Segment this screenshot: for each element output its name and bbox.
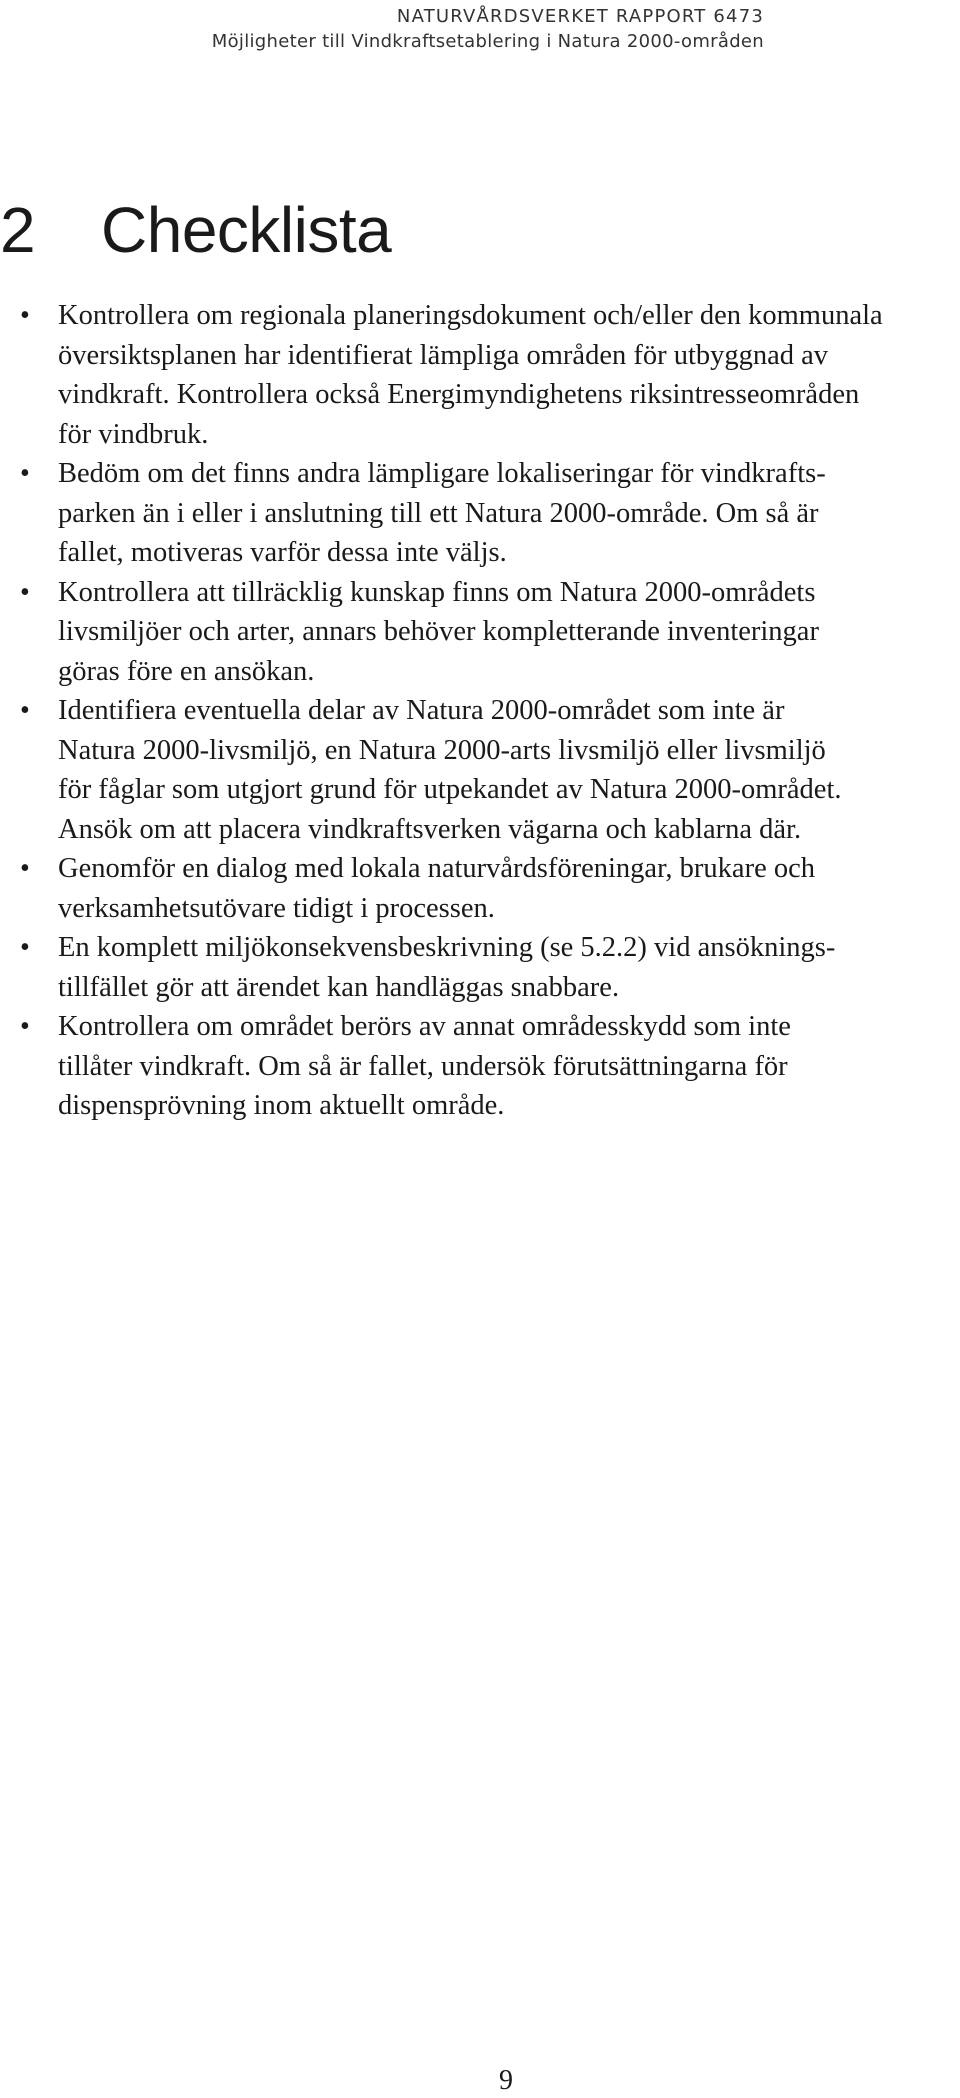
checklist-item-line: livsmiljöer och arter, annars behöver kompletterande inventeringar bbox=[58, 616, 819, 647]
bullet-icon: • bbox=[20, 458, 30, 489]
checklist-item-line: Identifiera eventuella delar av Natura 2000-området som inte är bbox=[58, 695, 785, 726]
page-number: 9 bbox=[499, 2065, 513, 2096]
checklist-item bbox=[0, 573, 960, 692]
checklist-item-line: Kontrollera att tillräcklig kunskap finns om Natura 2000-områdets bbox=[58, 576, 816, 608]
checklist-item-line: fallet, motiveras varför dessa inte väljs. bbox=[58, 537, 507, 568]
checklist-item-line: Bedöm om det finns andra lämpligare lokaliseringar för vindkrafts- bbox=[58, 458, 826, 489]
checklist-item-line: Kontrollera om regionala planeringsdokument och/eller den kommunala bbox=[58, 300, 883, 331]
chapter-title bbox=[0, 190, 391, 270]
checklist-item-line: Natura 2000-livsmiljö, en Natura 2000-arts livsmiljö eller livsmiljö bbox=[58, 734, 826, 766]
bullet-icon: • bbox=[20, 932, 30, 963]
checklist-item-line: verksamhetsutövare tidigt i processen. bbox=[58, 892, 495, 924]
checklist-item-line: för vindbruk. bbox=[58, 418, 209, 450]
checklist-item-line: parken än i eller i anslutning till ett Natura 2000-område. Om så är bbox=[58, 497, 819, 529]
running-header bbox=[212, 4, 764, 54]
checklist-item-line: göras före en ansökan. bbox=[58, 655, 315, 687]
checklist-item-line: Kontrollera om området berörs av annat områdesskydd som inte bbox=[58, 1011, 791, 1042]
checklist-item-line: En komplett miljökonsekvensbeskrivning (se 5.2.2) vid ansöknings- bbox=[58, 932, 836, 963]
chapter-number: 2 bbox=[0, 194, 36, 266]
checklist-item-line: tillåter vindkraft. Om så är fallet, undersök förutsättningarna för bbox=[58, 1050, 788, 1082]
checklist-item-line: för fåglar som utgjort grund för utpekandet av Natura 2000-området. bbox=[58, 774, 842, 805]
checklist-item bbox=[0, 691, 960, 849]
checklist-item bbox=[0, 296, 960, 454]
checklist-item-line: Genomför en dialog med lokala naturvårdsföreningar, brukare och bbox=[58, 853, 815, 884]
bullet-icon: • bbox=[20, 695, 30, 726]
checklist-item bbox=[0, 1007, 960, 1126]
checklist-item-line: översiktsplanen har identifierat lämpliga områden för utbyggnad av bbox=[58, 339, 829, 371]
checklist-item bbox=[0, 454, 960, 573]
report-number: NATURVÅRDSVERKET RAPPORT 6473 bbox=[396, 6, 764, 27]
bullet-icon: • bbox=[20, 853, 30, 884]
checklist-item-line: vindkraft. Kontrollera också Energimyndighetens riksintresseområden bbox=[58, 379, 860, 410]
bullet-icon: • bbox=[20, 576, 30, 608]
checklist-item bbox=[0, 849, 960, 928]
bullet-icon: • bbox=[20, 1011, 30, 1042]
checklist-item-line: Ansök om att placera vindkraftsverken vägarna och kablarna där. bbox=[58, 813, 802, 845]
checklist bbox=[0, 296, 960, 1126]
report-subtitle: Möjligheter till Vindkraftsetablering i Natura 2000-områden bbox=[211, 31, 764, 52]
checklist-item-line: dispensprövning inom aktuellt område. bbox=[58, 1090, 505, 1121]
chapter-heading: Checklista bbox=[101, 194, 392, 266]
checklist-item bbox=[0, 928, 960, 1007]
bullet-icon: • bbox=[20, 300, 30, 331]
checklist-item-line: tillfället gör att ärendet kan handläggas snabbare. bbox=[58, 971, 620, 1003]
